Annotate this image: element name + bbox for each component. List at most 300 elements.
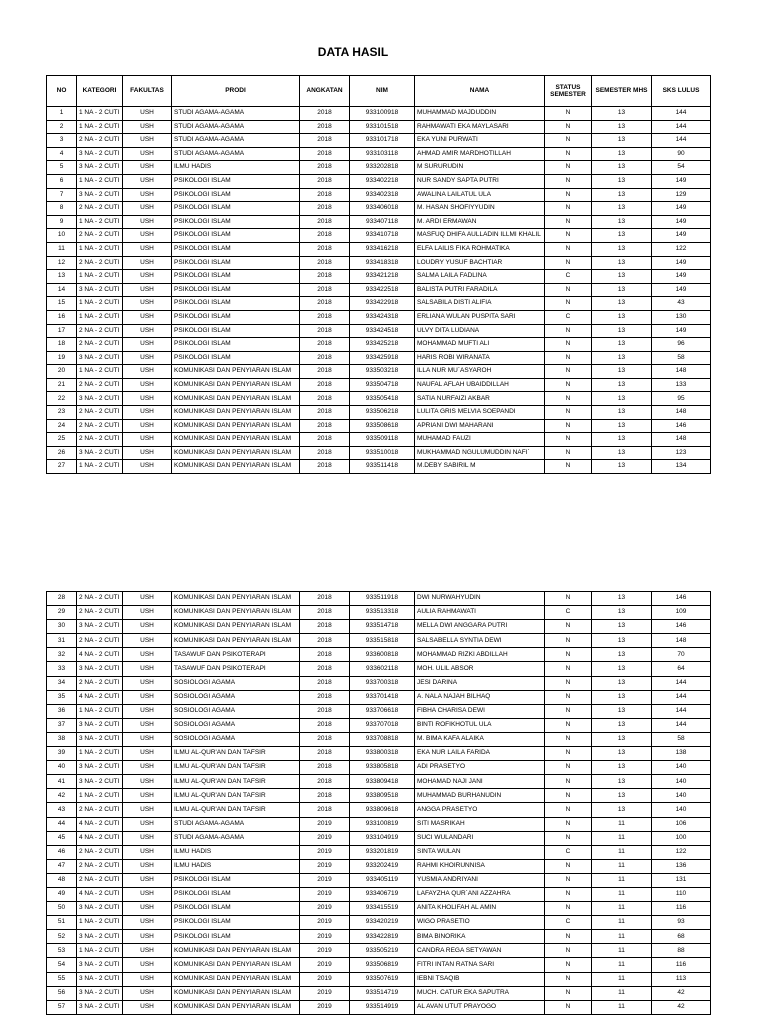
cell-semester-mhs: 13 <box>592 803 652 817</box>
cell-nim: 933809418 <box>350 775 415 789</box>
cell-angkatan: 2019 <box>300 873 350 887</box>
cell-angkatan: 2018 <box>300 606 350 620</box>
cell-kategori: 2 NA - 2 CUTI <box>77 433 123 447</box>
cell-kategori: 1 NA - 2 CUTI <box>77 310 123 324</box>
table-row <box>47 761 711 775</box>
cell-fakultas: USH <box>123 887 172 901</box>
cell-no: 49 <box>47 887 77 901</box>
cell-status-semester: N <box>545 338 592 352</box>
cell-fakultas: USH <box>123 831 172 845</box>
cell-sks-lulus: 106 <box>652 817 711 831</box>
cell-fakultas: USH <box>123 324 172 338</box>
cell-nama: MOHAMAD NAJI JANI <box>415 775 545 789</box>
data-table-page-1 <box>46 75 711 474</box>
table-row <box>47 775 711 789</box>
cell-no: 26 <box>47 446 77 460</box>
cell-nama: ANITA KHOLIFAH AL AMIN <box>415 902 545 916</box>
cell-kategori: 3 NA - 2 CUTI <box>77 283 123 297</box>
cell-semester-mhs: 11 <box>592 873 652 887</box>
cell-nama: MUHAMAD FAUZI <box>415 433 545 447</box>
cell-no: 46 <box>47 845 77 859</box>
cell-sks-lulus: 42 <box>652 986 711 1000</box>
table-row <box>47 460 711 474</box>
cell-sks-lulus: 144 <box>652 107 711 121</box>
cell-nim: 933600818 <box>350 648 415 662</box>
table-row <box>47 446 711 460</box>
cell-semester-mhs: 11 <box>592 958 652 972</box>
cell-angkatan: 2018 <box>300 107 350 121</box>
cell-nim: 933509118 <box>350 433 415 447</box>
cell-kategori: 3 NA - 2 CUTI <box>77 147 123 161</box>
cell-no: 21 <box>47 378 77 392</box>
cell-fakultas: USH <box>123 662 172 676</box>
cell-sks-lulus: 144 <box>652 134 711 148</box>
cell-nim: 933700318 <box>350 676 415 690</box>
cell-angkatan: 2018 <box>300 174 350 188</box>
col-header-nim: NIM <box>350 76 415 107</box>
cell-prodi: PSIKOLOGI ISLAM <box>172 215 300 229</box>
cell-prodi: PSIKOLOGI ISLAM <box>172 297 300 311</box>
cell-kategori: 2 NA - 2 CUTI <box>77 338 123 352</box>
cell-sks-lulus: 144 <box>652 704 711 718</box>
cell-sks-lulus: 140 <box>652 803 711 817</box>
cell-nama: HARIS ROBI WIRANATA <box>415 351 545 365</box>
cell-status-semester: N <box>545 690 592 704</box>
cell-semester-mhs: 13 <box>592 161 652 175</box>
cell-status-semester: N <box>545 242 592 256</box>
cell-prodi: KOMUNIKASI DAN PENYIARAN ISLAM <box>172 1000 300 1014</box>
cell-nama: BIMA BINORIKA <box>415 930 545 944</box>
cell-kategori: 2 NA - 2 CUTI <box>77 592 123 606</box>
cell-kategori: 3 NA - 2 CUTI <box>77 958 123 972</box>
cell-fakultas: USH <box>123 433 172 447</box>
cell-prodi: ILMU HADIS <box>172 161 300 175</box>
cell-nama: FIBHA CHARISA DEWI <box>415 704 545 718</box>
table-row <box>47 147 711 161</box>
cell-prodi: KOMUNIKASI DAN PENYIARAN ISLAM <box>172 944 300 958</box>
cell-sks-lulus: 146 <box>652 419 711 433</box>
table-row <box>47 817 711 831</box>
cell-status-semester: N <box>545 704 592 718</box>
cell-semester-mhs: 13 <box>592 592 652 606</box>
cell-sks-lulus: 95 <box>652 392 711 406</box>
cell-status-semester: C <box>545 916 592 930</box>
cell-kategori: 2 NA - 2 CUTI <box>77 134 123 148</box>
table-row <box>47 215 711 229</box>
cell-nim: 933104919 <box>350 831 415 845</box>
cell-angkatan: 2018 <box>300 324 350 338</box>
cell-nim: 933706618 <box>350 704 415 718</box>
cell-kategori: 2 NA - 2 CUTI <box>77 803 123 817</box>
cell-fakultas: USH <box>123 859 172 873</box>
table-row <box>47 229 711 243</box>
table-row <box>47 107 711 121</box>
cell-fakultas: USH <box>123 916 172 930</box>
cell-semester-mhs: 11 <box>592 817 652 831</box>
cell-no: 38 <box>47 732 77 746</box>
table-row <box>47 188 711 202</box>
cell-no: 37 <box>47 718 77 732</box>
cell-nama: AHMAD AMIR MARDHOTILLAH <box>415 147 545 161</box>
cell-prodi: PSIKOLOGI ISLAM <box>172 324 300 338</box>
cell-angkatan: 2018 <box>300 297 350 311</box>
cell-no: 5 <box>47 161 77 175</box>
cell-angkatan: 2019 <box>300 887 350 901</box>
cell-no: 17 <box>47 324 77 338</box>
cell-no: 29 <box>47 606 77 620</box>
cell-prodi: PSIKOLOGI ISLAM <box>172 202 300 216</box>
cell-semester-mhs: 13 <box>592 310 652 324</box>
cell-nama: EKA NUR LAILA FARIDA <box>415 747 545 761</box>
cell-sks-lulus: 149 <box>652 256 711 270</box>
cell-nama: WIGO PRASETIO <box>415 916 545 930</box>
cell-prodi: KOMUNIKASI DAN PENYIARAN ISLAM <box>172 986 300 1000</box>
cell-kategori: 4 NA - 2 CUTI <box>77 648 123 662</box>
cell-kategori: 2 NA - 2 CUTI <box>77 406 123 420</box>
cell-semester-mhs: 11 <box>592 916 652 930</box>
table-row <box>47 406 711 420</box>
cell-kategori: 3 NA - 2 CUTI <box>77 972 123 986</box>
cell-status-semester: N <box>545 634 592 648</box>
cell-prodi: KOMUNIKASI DAN PENYIARAN ISLAM <box>172 634 300 648</box>
cell-nama: ADI PRASETYO <box>415 761 545 775</box>
cell-nama: LULITA GRIS MELVIA SOEPANDI <box>415 406 545 420</box>
cell-kategori: 4 NA - 2 CUTI <box>77 831 123 845</box>
cell-no: 57 <box>47 1000 77 1014</box>
cell-fakultas: USH <box>123 161 172 175</box>
cell-fakultas: USH <box>123 902 172 916</box>
col-header-kategori: KATEGORI <box>77 76 123 107</box>
cell-semester-mhs: 13 <box>592 256 652 270</box>
cell-semester-mhs: 11 <box>592 845 652 859</box>
cell-nim: 933406018 <box>350 202 415 216</box>
cell-sks-lulus: 42 <box>652 1000 711 1014</box>
cell-kategori: 1 NA - 2 CUTI <box>77 107 123 121</box>
cell-sks-lulus: 110 <box>652 887 711 901</box>
cell-kategori: 1 NA - 2 CUTI <box>77 242 123 256</box>
cell-semester-mhs: 13 <box>592 229 652 243</box>
cell-nama: MOH. ULIL ABSOR <box>415 662 545 676</box>
cell-prodi: KOMUNIKASI DAN PENYIARAN ISLAM <box>172 378 300 392</box>
cell-semester-mhs: 13 <box>592 775 652 789</box>
cell-nim: 933514719 <box>350 986 415 1000</box>
cell-no: 12 <box>47 256 77 270</box>
cell-nim: 933505418 <box>350 392 415 406</box>
cell-status-semester: N <box>545 958 592 972</box>
cell-nama: M SURURUDIN <box>415 161 545 175</box>
cell-angkatan: 2018 <box>300 134 350 148</box>
cell-fakultas: USH <box>123 747 172 761</box>
cell-sks-lulus: 116 <box>652 902 711 916</box>
cell-semester-mhs: 13 <box>592 718 652 732</box>
cell-semester-mhs: 13 <box>592 202 652 216</box>
cell-status-semester: N <box>545 620 592 634</box>
cell-sks-lulus: 123 <box>652 446 711 460</box>
cell-sks-lulus: 64 <box>652 662 711 676</box>
cell-angkatan: 2018 <box>300 460 350 474</box>
cell-nim: 933422918 <box>350 297 415 311</box>
cell-sks-lulus: 140 <box>652 775 711 789</box>
cell-status-semester: N <box>545 134 592 148</box>
cell-nama: MOHAMMAD RIZKI ABDILLAH <box>415 648 545 662</box>
cell-nim: 933515818 <box>350 634 415 648</box>
cell-no: 56 <box>47 986 77 1000</box>
cell-nama: MUHAMMAD MAJDUDDIN <box>415 107 545 121</box>
cell-semester-mhs: 11 <box>592 944 652 958</box>
table-row <box>47 392 711 406</box>
cell-prodi: PSIKOLOGI ISLAM <box>172 902 300 916</box>
cell-angkatan: 2018 <box>300 229 350 243</box>
cell-prodi: STUDI AGAMA-AGAMA <box>172 147 300 161</box>
cell-prodi: SOSIOLOGI AGAMA <box>172 732 300 746</box>
cell-sks-lulus: 58 <box>652 732 711 746</box>
table-row <box>47 916 711 930</box>
cell-fakultas: USH <box>123 817 172 831</box>
table-row <box>47 648 711 662</box>
cell-nama: M. HASAN SHOFIYYUDIN <box>415 202 545 216</box>
cell-sks-lulus: 136 <box>652 859 711 873</box>
cell-angkatan: 2018 <box>300 634 350 648</box>
cell-kategori: 1 NA - 2 CUTI <box>77 789 123 803</box>
cell-no: 44 <box>47 817 77 831</box>
cell-fakultas: USH <box>123 202 172 216</box>
cell-semester-mhs: 13 <box>592 789 652 803</box>
cell-status-semester: N <box>545 147 592 161</box>
cell-no: 36 <box>47 704 77 718</box>
cell-nama: SATIA NURFAIZI AKBAR <box>415 392 545 406</box>
cell-fakultas: USH <box>123 648 172 662</box>
cell-semester-mhs: 13 <box>592 147 652 161</box>
cell-no: 54 <box>47 958 77 972</box>
cell-angkatan: 2018 <box>300 120 350 134</box>
cell-nama: AWALINA LAILATUL ULA <box>415 188 545 202</box>
cell-sks-lulus: 54 <box>652 161 711 175</box>
cell-angkatan: 2019 <box>300 972 350 986</box>
cell-semester-mhs: 11 <box>592 902 652 916</box>
cell-no: 51 <box>47 916 77 930</box>
table-row <box>47 859 711 873</box>
cell-nama: MOHAMMAD MUFTI ALI <box>415 338 545 352</box>
cell-semester-mhs: 13 <box>592 704 652 718</box>
cell-no: 13 <box>47 270 77 284</box>
table-row <box>47 845 711 859</box>
col-header-status-semester: STATUS SEMESTER <box>545 76 592 107</box>
cell-kategori: 3 NA - 2 CUTI <box>77 620 123 634</box>
table-row <box>47 433 711 447</box>
cell-angkatan: 2018 <box>300 256 350 270</box>
cell-nama: M. BIMA KAFA ALAIKA <box>415 732 545 746</box>
cell-angkatan: 2018 <box>300 283 350 297</box>
cell-fakultas: USH <box>123 134 172 148</box>
cell-status-semester: N <box>545 433 592 447</box>
cell-status-semester: N <box>545 747 592 761</box>
table-row <box>47 310 711 324</box>
cell-semester-mhs: 13 <box>592 690 652 704</box>
cell-status-semester: N <box>545 107 592 121</box>
cell-prodi: PSIKOLOGI ISLAM <box>172 188 300 202</box>
cell-kategori: 3 NA - 2 CUTI <box>77 732 123 746</box>
cell-status-semester: N <box>545 460 592 474</box>
cell-sks-lulus: 58 <box>652 351 711 365</box>
cell-semester-mhs: 13 <box>592 338 652 352</box>
table-body-page-2 <box>47 592 711 1015</box>
cell-semester-mhs: 13 <box>592 283 652 297</box>
table-row <box>47 690 711 704</box>
cell-status-semester: N <box>545 718 592 732</box>
cell-angkatan: 2019 <box>300 859 350 873</box>
cell-kategori: 4 NA - 2 CUTI <box>77 817 123 831</box>
cell-fakultas: USH <box>123 256 172 270</box>
table-row <box>47 338 711 352</box>
cell-no: 43 <box>47 803 77 817</box>
cell-fakultas: USH <box>123 147 172 161</box>
cell-prodi: STUDI AGAMA-AGAMA <box>172 831 300 845</box>
cell-no: 8 <box>47 202 77 216</box>
cell-kategori: 1 NA - 2 CUTI <box>77 297 123 311</box>
cell-prodi: KOMUNIKASI DAN PENYIARAN ISLAM <box>172 392 300 406</box>
cell-sks-lulus: 149 <box>652 215 711 229</box>
cell-semester-mhs: 13 <box>592 406 652 420</box>
cell-angkatan: 2018 <box>300 775 350 789</box>
cell-status-semester: C <box>545 845 592 859</box>
cell-kategori: 2 NA - 2 CUTI <box>77 324 123 338</box>
cell-angkatan: 2018 <box>300 338 350 352</box>
cell-angkatan: 2018 <box>300 242 350 256</box>
cell-sks-lulus: 148 <box>652 433 711 447</box>
cell-sks-lulus: 100 <box>652 831 711 845</box>
cell-sks-lulus: 96 <box>652 338 711 352</box>
table-row <box>47 161 711 175</box>
cell-kategori: 2 NA - 2 CUTI <box>77 634 123 648</box>
cell-kategori: 1 NA - 2 CUTI <box>77 174 123 188</box>
table-row <box>47 718 711 732</box>
cell-status-semester: N <box>545 446 592 460</box>
cell-nama: APRIANI DWI MAHARANI <box>415 419 545 433</box>
cell-nama: AULIA RAHMAWATI <box>415 606 545 620</box>
cell-nim: 933402318 <box>350 188 415 202</box>
cell-semester-mhs: 13 <box>592 365 652 379</box>
cell-prodi: ILMU AL-QUR'AN DAN TAFSIR <box>172 803 300 817</box>
cell-angkatan: 2018 <box>300 202 350 216</box>
cell-no: 11 <box>47 242 77 256</box>
cell-prodi: KOMUNIKASI DAN PENYIARAN ISLAM <box>172 606 300 620</box>
table-row <box>47 378 711 392</box>
cell-nama: MELLA DWI ANGGARA PUTRI <box>415 620 545 634</box>
cell-prodi: TASAWUF DAN PSIKOTERAPI <box>172 648 300 662</box>
table-row <box>47 324 711 338</box>
cell-semester-mhs: 13 <box>592 676 652 690</box>
cell-status-semester: C <box>545 606 592 620</box>
cell-semester-mhs: 13 <box>592 270 652 284</box>
cell-no: 16 <box>47 310 77 324</box>
table-row <box>47 902 711 916</box>
cell-status-semester: N <box>545 215 592 229</box>
cell-status-semester: N <box>545 662 592 676</box>
cell-fakultas: USH <box>123 958 172 972</box>
cell-prodi: PSIKOLOGI ISLAM <box>172 283 300 297</box>
cell-kategori: 1 NA - 2 CUTI <box>77 944 123 958</box>
cell-no: 14 <box>47 283 77 297</box>
cell-angkatan: 2019 <box>300 1000 350 1014</box>
cell-semester-mhs: 13 <box>592 242 652 256</box>
col-header-no: NO <box>47 76 77 107</box>
cell-angkatan: 2018 <box>300 761 350 775</box>
cell-sks-lulus: 130 <box>652 310 711 324</box>
cell-prodi: KOMUNIKASI DAN PENYIARAN ISLAM <box>172 365 300 379</box>
cell-kategori: 2 NA - 2 CUTI <box>77 378 123 392</box>
table-row <box>47 620 711 634</box>
cell-angkatan: 2018 <box>300 690 350 704</box>
cell-angkatan: 2018 <box>300 747 350 761</box>
cell-kategori: 2 NA - 2 CUTI <box>77 606 123 620</box>
table-row <box>47 986 711 1000</box>
header-row <box>47 76 711 107</box>
table-row <box>47 944 711 958</box>
cell-status-semester: N <box>545 831 592 845</box>
table-row <box>47 120 711 134</box>
cell-nim: 933514919 <box>350 1000 415 1014</box>
cell-nim: 933809618 <box>350 803 415 817</box>
table-row <box>47 419 711 433</box>
cell-nim: 933100918 <box>350 107 415 121</box>
cell-angkatan: 2018 <box>300 446 350 460</box>
cell-angkatan: 2018 <box>300 378 350 392</box>
cell-kategori: 2 NA - 2 CUTI <box>77 873 123 887</box>
cell-nim: 933405119 <box>350 873 415 887</box>
cell-nim: 933418318 <box>350 256 415 270</box>
cell-prodi: KOMUNIKASI DAN PENYIARAN ISLAM <box>172 972 300 986</box>
cell-nim: 933505219 <box>350 944 415 958</box>
cell-nim: 933406719 <box>350 887 415 901</box>
cell-prodi: PSIKOLOGI ISLAM <box>172 174 300 188</box>
cell-nama: M. ARDI ERMAWAN <box>415 215 545 229</box>
cell-kategori: 3 NA - 2 CUTI <box>77 1000 123 1014</box>
cell-kategori: 2 NA - 2 CUTI <box>77 229 123 243</box>
cell-angkatan: 2019 <box>300 944 350 958</box>
cell-status-semester: N <box>545 873 592 887</box>
cell-angkatan: 2018 <box>300 147 350 161</box>
col-header-prodi: PRODI <box>172 76 300 107</box>
cell-no: 35 <box>47 690 77 704</box>
cell-prodi: STUDI AGAMA-AGAMA <box>172 817 300 831</box>
cell-nama: IEBNI TSAQIB <box>415 972 545 986</box>
cell-semester-mhs: 13 <box>592 761 652 775</box>
cell-fakultas: USH <box>123 365 172 379</box>
cell-nim: 933424318 <box>350 310 415 324</box>
cell-sks-lulus: 129 <box>652 188 711 202</box>
document-title: DATA HASIL <box>317 45 389 59</box>
cell-fakultas: USH <box>123 378 172 392</box>
cell-prodi: PSIKOLOGI ISLAM <box>172 338 300 352</box>
cell-prodi: PSIKOLOGI ISLAM <box>172 887 300 901</box>
cell-fakultas: USH <box>123 419 172 433</box>
cell-nim: 933101518 <box>350 120 415 134</box>
cell-fakultas: USH <box>123 120 172 134</box>
cell-nim: 933201819 <box>350 845 415 859</box>
cell-status-semester: N <box>545 887 592 901</box>
cell-nama: SALSABILA DISTI ALIFIA <box>415 297 545 311</box>
cell-sks-lulus: 149 <box>652 283 711 297</box>
table-row <box>47 202 711 216</box>
cell-fakultas: USH <box>123 351 172 365</box>
cell-kategori: 3 NA - 2 CUTI <box>77 188 123 202</box>
cell-angkatan: 2018 <box>300 662 350 676</box>
cell-nim: 933422518 <box>350 283 415 297</box>
cell-sks-lulus: 144 <box>652 690 711 704</box>
cell-angkatan: 2018 <box>300 676 350 690</box>
cell-kategori: 1 NA - 2 CUTI <box>77 916 123 930</box>
cell-kategori: 1 NA - 2 CUTI <box>77 460 123 474</box>
